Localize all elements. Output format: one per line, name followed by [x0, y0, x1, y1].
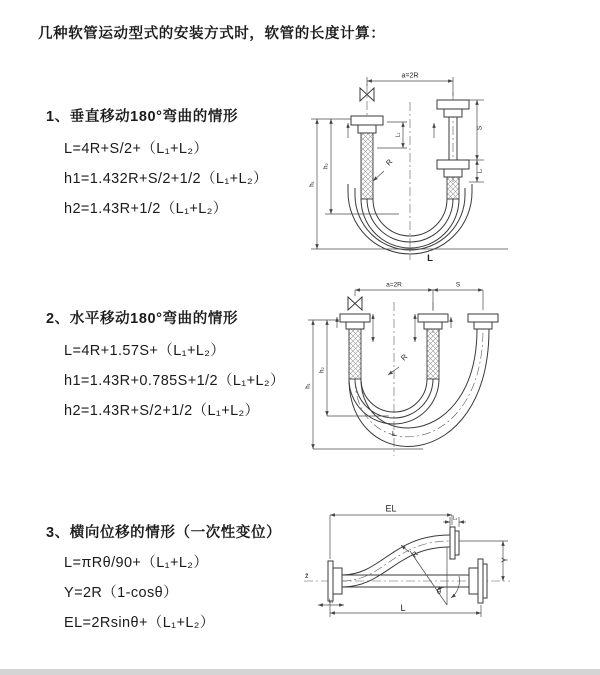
length-label: L — [427, 253, 433, 264]
dim-a2r-label: a=2R — [401, 72, 419, 80]
dim-h2-label: h₂ — [319, 367, 326, 373]
section2-formula-length: L=4R+1.57S+（L₁+L₂） — [64, 343, 226, 359]
radius-label: R — [399, 352, 410, 363]
radius-label: R — [384, 157, 395, 168]
section3-formula-length: L=πRθ/90+（L₁+L₂） — [64, 555, 209, 571]
axis-mark-label: z̄ — [305, 573, 309, 580]
left-braided-hose — [349, 329, 361, 379]
left-flange-hub — [358, 125, 376, 133]
diagram-lateral-displacement — [298, 501, 598, 641]
right-flange — [468, 314, 498, 322]
left-flange-hub — [333, 568, 342, 594]
dim-s-label: S — [455, 281, 461, 289]
diagram-vertical-180-bend — [303, 64, 593, 264]
section3-heading: 3、横向位移的情形（一次性变位） — [46, 525, 282, 541]
dim-l1-label: L₁ — [395, 132, 402, 138]
radius-label: R — [409, 549, 421, 560]
left-flange — [351, 116, 383, 125]
right-braided-hose — [447, 177, 459, 199]
dim-y-label: Y — [500, 557, 510, 563]
page-bottom-edge — [0, 669, 600, 675]
hose-moved-wall — [361, 329, 477, 428]
section2-heading: 2、水平移动180°弯曲的情形 — [46, 311, 239, 327]
dim-el-label: EL — [385, 503, 397, 514]
right-flange-upper — [437, 100, 469, 109]
hose-moved-wall — [349, 329, 489, 446]
upper-flange-disc — [455, 531, 459, 555]
diagram-horizontal-180-bend — [303, 276, 598, 461]
middle-braided-hose — [427, 329, 439, 379]
middle-flange-hub — [424, 322, 442, 329]
section2-formula-h2: h2=1.43R+S/2+1/2（L₁+L₂） — [64, 403, 260, 419]
dim-a2r-label: a=2R — [386, 281, 402, 289]
right-flange-hub — [469, 568, 478, 594]
length-label: L — [391, 429, 397, 438]
valve-icon — [348, 297, 362, 310]
dim-s-label: S — [476, 125, 484, 131]
dim-h1-label: h₁ — [309, 181, 316, 187]
left-flange-plate — [328, 561, 333, 601]
dim-l2-label: L₂ — [477, 168, 484, 174]
left-braided-hose — [361, 133, 373, 199]
right-flange-upper-hub — [444, 109, 462, 117]
dim-h2-label: h₂ — [323, 163, 330, 169]
section1-formula-h1: h1=1.432R+S/2+1/2（L₁+L₂） — [64, 171, 268, 187]
section3-formula-el: EL=2Rsinθ+（L₁+L₂） — [64, 615, 215, 631]
section1-formula-h2: h2=1.43R+1/2（L₁+L₂） — [64, 201, 228, 217]
left-flange-hub — [346, 322, 364, 329]
dim-l2-label: L₂ — [452, 515, 458, 522]
right-flange-disc — [483, 564, 487, 598]
section1-heading: 1、垂直移动180°弯曲的情形 — [46, 109, 239, 125]
right-flange-plate — [478, 559, 483, 603]
right-flange-lower-hub — [444, 169, 462, 177]
section1-formula-length: L=4R+S/2+（L₁+L₂） — [64, 141, 209, 157]
radius-arrow — [373, 171, 384, 181]
page-title: 几种软管运动型式的安装方式时，软管的长度计算： — [38, 26, 386, 42]
dim-h1-label: h₁ — [305, 383, 312, 389]
middle-flange — [418, 314, 448, 322]
hose-moved-centerline — [355, 329, 483, 437]
radius-arrow — [388, 367, 399, 375]
left-flange — [340, 314, 370, 322]
right-flange-hub — [474, 322, 492, 329]
section2-formula-h1: h1=1.43R+0.785S+1/2（L₁+L₂） — [64, 373, 285, 389]
dim-l1-label: L₁ — [328, 598, 334, 605]
section3-formula-y: Y=2R（1-cosθ） — [64, 585, 178, 601]
upper-flange-plate — [450, 527, 455, 559]
length-label: L — [400, 603, 406, 613]
angle-diagonal-line — [410, 551, 447, 605]
theta-label: θ — [436, 587, 442, 596]
right-flange-lower — [437, 160, 469, 169]
hose-wall-curve — [342, 535, 450, 575]
